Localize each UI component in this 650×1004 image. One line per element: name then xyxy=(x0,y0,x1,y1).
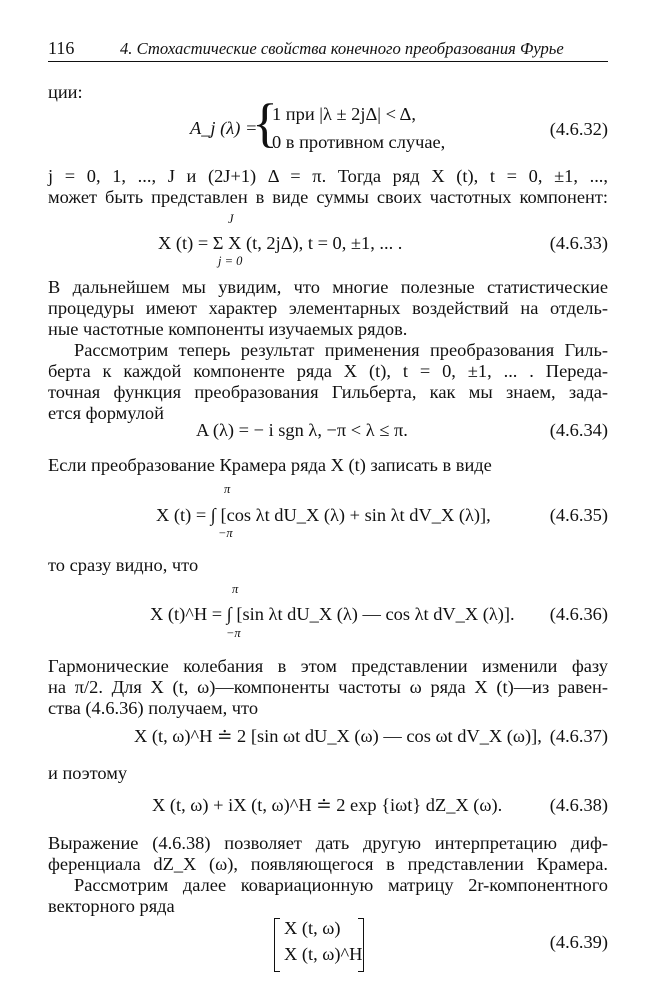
equation-number: (4.6.36) xyxy=(549,604,608,624)
text-line: ства (4.6.36) получаем, что xyxy=(48,698,259,718)
text-line: Рассмотрим далее ковариационную матрицу 2r-компонентного xyxy=(74,875,608,895)
matrix-row: X (t, ω) xyxy=(284,918,341,938)
equation-number: (4.6.32) xyxy=(549,119,608,139)
equation-body: X (t, ω) + iX (t, ω)^H ≐ 2 exp {iωt} dZ_X (ω). xyxy=(152,795,503,815)
text-line: берта к каждой компоненте ряда X (t), t = 0, ±1, ... . Переда- xyxy=(48,361,608,381)
running-title: 4. Стохастические свойства конечного преобразования Фурье xyxy=(120,39,564,58)
equation-body: X (t) = ∫ [cos λt dU_X (λ) + sin λt dV_X (λ)], xyxy=(156,505,491,525)
text-line: ные частотные компоненты изучаемых рядов. xyxy=(48,319,408,339)
text-line: ции: xyxy=(48,82,83,102)
text-line: ференциала dZ_X (ω), появляющегося в представлении Крамера. xyxy=(48,854,608,874)
text-line: Если преобразование Крамера ряда X (t) записать в виде xyxy=(48,455,492,475)
text-line: Рассмотрим теперь результат применения преобразования Гиль- xyxy=(74,340,608,360)
equation-case: 1 при |λ ± 2jΔ| < Δ, xyxy=(272,104,416,124)
text-line: Выражение (4.6.38) позволяет дать другую интерпретацию диф- xyxy=(48,833,608,853)
equation-number: (4.6.35) xyxy=(549,505,608,525)
left-brace: { xyxy=(252,93,278,153)
text-line: может быть представлен в виде суммы своих частотных компонент: xyxy=(48,187,608,207)
text-line: ется формулой xyxy=(48,403,164,423)
left-bracket xyxy=(274,918,280,972)
text-line: В дальнейшем мы увидим, что многие полезные статистические xyxy=(48,277,608,297)
equation-number: (4.6.33) xyxy=(549,233,608,253)
sum-lower-limit: j = 0 xyxy=(218,254,243,268)
text-line: Гармонические колебания в этом представлении изменили фазу xyxy=(48,656,608,676)
equation-body: X (t) = Σ X (t, 2jΔ), t = 0, ±1, ... . xyxy=(158,233,403,253)
text-line: то сразу видно, что xyxy=(48,555,199,575)
equation-case: 0 в противном случае, xyxy=(272,132,446,152)
text-line: векторного ряда xyxy=(48,896,175,916)
equation-number: (4.6.38) xyxy=(549,795,608,815)
page-header xyxy=(48,38,608,62)
integral-lower-limit: −π xyxy=(226,626,241,640)
integral-upper-limit: π xyxy=(232,582,239,596)
page-number: 116 xyxy=(48,38,75,58)
text-line: на π/2. Для X (t, ω)—компоненты частоты ω ряда X (t)—из равен- xyxy=(48,677,608,697)
equation-lhs: A_j (λ) = xyxy=(190,118,258,138)
text-line: j = 0, 1, ..., J и (2J+1) Δ = π. Тогда ряд X (t), t = 0, ±1, ..., xyxy=(48,166,608,186)
integral-upper-limit: π xyxy=(224,482,231,496)
integral-lower-limit: −π xyxy=(218,526,233,540)
equation-number: (4.6.37) xyxy=(549,726,608,746)
sum-upper-limit: J xyxy=(228,212,234,226)
header-rule xyxy=(48,61,608,62)
equation-body: X (t, ω)^H ≐ 2 [sin ωt dU_X (ω) — cos ωt dV_X (ω)], xyxy=(134,726,542,746)
text-line: и поэтому xyxy=(48,763,128,783)
text-line: точная функция преобразования Гильберта, как мы знаем, зада- xyxy=(48,382,608,402)
right-bracket xyxy=(358,918,364,972)
text-line: процедуры имеют характер элементарных воздействий на отдель- xyxy=(48,298,608,318)
equation-number: (4.6.39) xyxy=(549,932,608,952)
equation-body: A (λ) = − i sgn λ, −π < λ ≤ π. xyxy=(196,420,408,440)
matrix-row: X (t, ω)^H xyxy=(284,944,363,964)
equation-body: X (t)^H = ∫ [sin λt dU_X (λ) — cos λt dV_X (λ)]. xyxy=(150,604,515,624)
equation-number: (4.6.34) xyxy=(549,420,608,440)
